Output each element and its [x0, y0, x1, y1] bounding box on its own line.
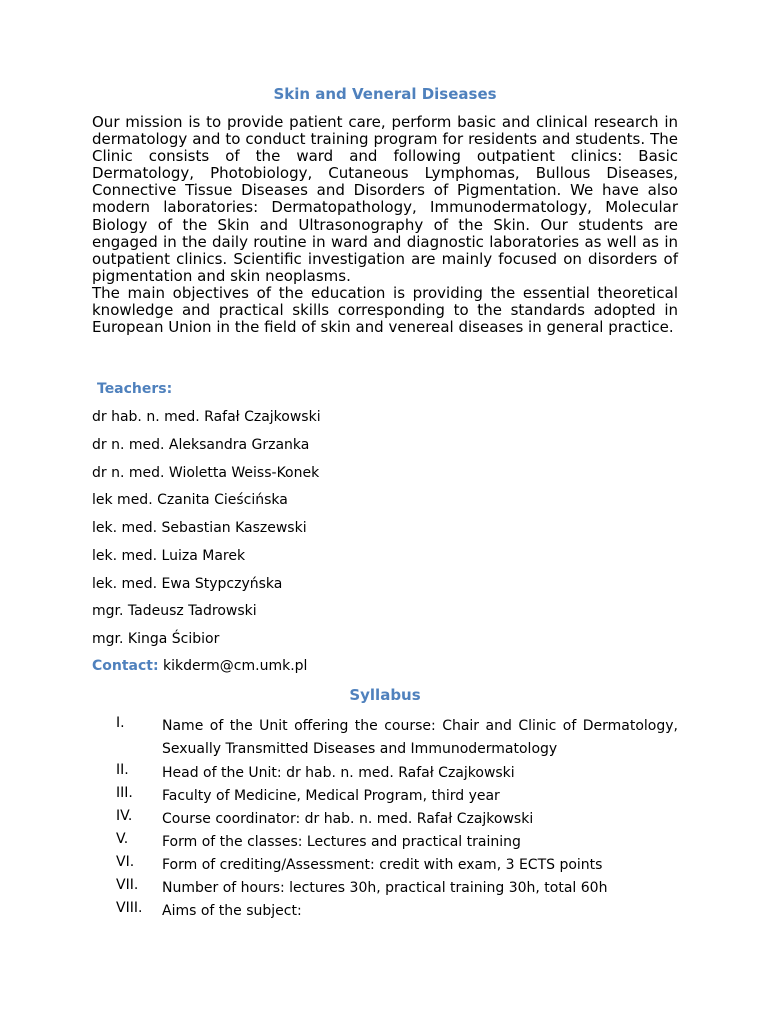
teacher-item: lek. med. Sebastian Kaszewski	[92, 520, 307, 536]
teacher-item: dr hab. n. med. Rafał Czajkowski	[92, 409, 321, 425]
syllabus-item-number: V.	[116, 831, 129, 847]
teacher-item: lek. med. Luiza Marek	[92, 548, 246, 564]
mission-statement	[92, 114, 678, 336]
syllabus-item-text: Number of hours: lectures 30h, practical training 30h, total 60h	[162, 880, 608, 896]
syllabus-item-number: VIII.	[116, 900, 143, 916]
syllabus-item-number: III.	[116, 785, 133, 801]
syllabus-item-text: Course coordinator: dr hab. n. med. Rafał Czajkowski	[162, 811, 534, 827]
syllabus-item-number: IV.	[116, 808, 133, 824]
syllabus-item-text: Form of crediting/Assessment: credit with exam, 3 ECTS points	[162, 857, 603, 873]
syllabus-title: Syllabus	[349, 686, 421, 704]
mission-paragraph-1: Our mission is to provide patient care, perform basic and clinical research in dermatology and to conduct training program for residents and students. The Clinic consists of the ward and following outpatient clinics: Basic Dermatology, Photobiology, Cutaneous Lymphomas, Bullous Diseases, Connective Tissue Diseases and Disorders of Pigmentation. We have also modern laboratories: Dermatopathology, Immunodermatology, Molecular Biology of the Skin and Ultrasonography of the Skin. Our students are engaged in the daily routine in ward and diagnostic laboratories as well as in outpatient clinics. Scientific investigation are mainly focused on disorders of pigmentation and skin neoplasms.	[92, 113, 678, 285]
teachers-heading: Teachers:	[97, 381, 173, 397]
syllabus-item-number: VI.	[116, 854, 135, 870]
syllabus-item-text: Form of the classes: Lectures and practical training	[162, 834, 521, 850]
contact-line	[92, 658, 307, 674]
teacher-item: mgr. Tadeusz Tadrowski	[92, 603, 257, 619]
syllabus-item-number: II.	[116, 762, 129, 778]
contact-email-link[interactable]: kikderm@cm.umk.pl	[163, 658, 308, 674]
syllabus-item-text: Faculty of Medicine, Medical Program, third year	[162, 788, 500, 804]
teacher-item: lek med. Czanita Cieścińska	[92, 492, 288, 508]
syllabus-item-text: Name of the Unit offering the course: Chair and Clinic of Dermatology, Sexually Transmitted Diseases and Immunodermatology	[162, 718, 678, 757]
syllabus-item-text: Aims of the subject:	[162, 903, 302, 919]
teacher-item: lek. med. Ewa Stypczyńska	[92, 576, 283, 592]
teacher-item: mgr. Kinga Ścibior	[92, 631, 220, 647]
mission-paragraph-2: The main objectives of the education is providing the essential theoretical knowledge and practical skills corresponding to the standards adopted in European Union in the field of skin and venereal diseases in general practice.	[92, 283, 678, 337]
contact-label: Contact:	[92, 658, 159, 674]
syllabus-item-text: Head of the Unit: dr hab. n. med. Rafał Czajkowski	[162, 765, 515, 781]
syllabus-item-number: I.	[116, 715, 125, 731]
syllabus-item-number: VII.	[116, 877, 139, 893]
teacher-item: dr n. med. Aleksandra Grzanka	[92, 437, 310, 453]
page-title: Skin and Veneral Diseases	[273, 85, 497, 103]
teacher-item: dr n. med. Wioletta Weiss-Konek	[92, 465, 320, 481]
